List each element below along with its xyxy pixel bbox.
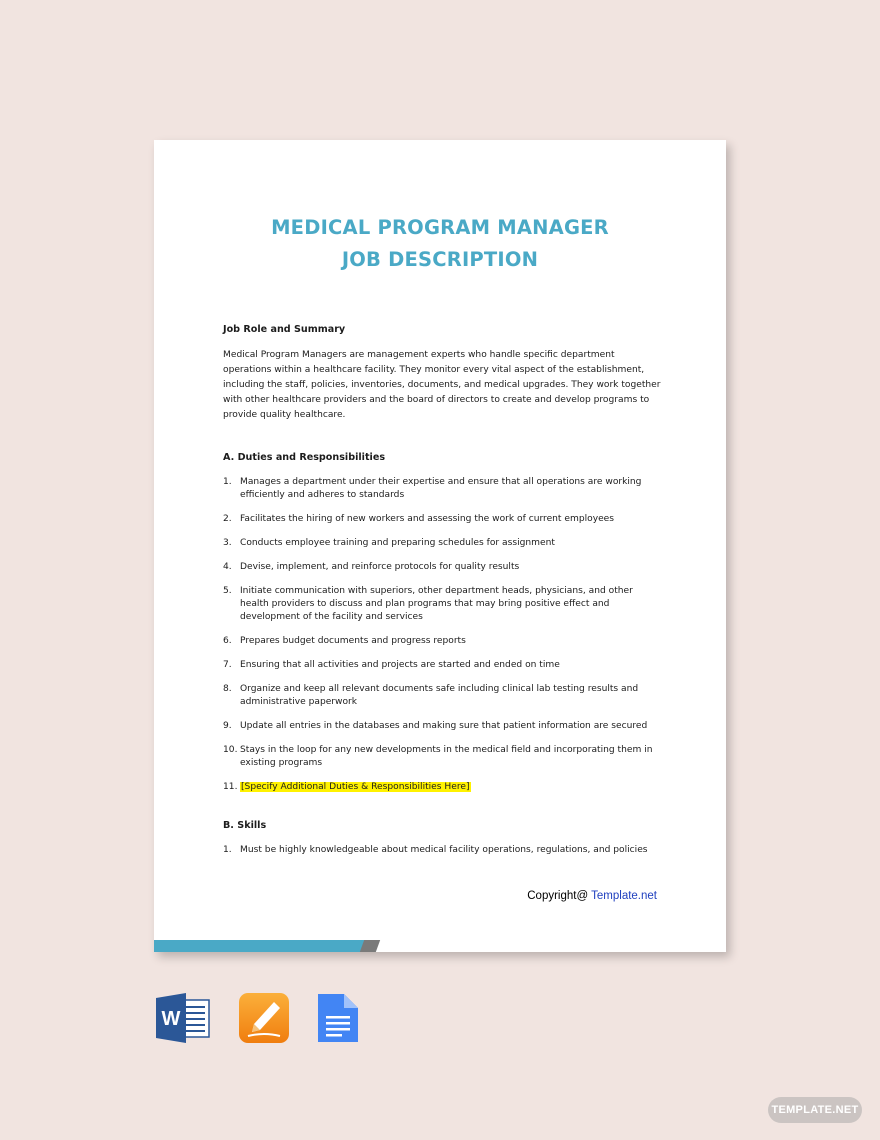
google-docs-icon[interactable] [316, 992, 360, 1044]
footer-accent-slant [360, 940, 380, 952]
word-icon[interactable] [156, 992, 212, 1044]
list-item-number: 8. [223, 684, 232, 694]
list-item-text: Prepares budget documents and progress reports [240, 636, 466, 646]
list-item [223, 476, 663, 502]
copyright-notice [527, 890, 657, 902]
footer-accent-bar [154, 940, 368, 952]
list-item-number: 4. [223, 562, 232, 572]
document-title-line2: JOB DESCRIPTION [341, 248, 539, 271]
list-item [223, 781, 663, 794]
list-item [223, 744, 663, 770]
list-item [223, 561, 663, 574]
document-page [154, 140, 726, 952]
list-item-number: 3. [223, 538, 232, 548]
list-item-text-wrap [240, 781, 663, 794]
list-item-number: 1. [223, 845, 232, 855]
list-item-number: 7. [223, 660, 232, 670]
list-item [223, 844, 663, 857]
list-item-number: 2. [223, 514, 232, 524]
skills-heading: B. Skills [223, 820, 267, 831]
list-item-text: Facilitates the hiring of new workers and assessing the work of current employees [240, 514, 615, 524]
list-item-text: Initiate communication with superiors, other department heads, physicians, and other health providers to discuss and plan programs that may bring positive effect and development of the facility and services [240, 586, 633, 622]
list-item-text: Conducts employee training and preparing schedules for assignment [240, 538, 555, 548]
placeholder-highlight: [Specify Additional Duties & Responsibilities Here] [241, 782, 470, 792]
list-item-text: Update all entries in the databases and making sure that patient information are secured [240, 721, 648, 731]
duties-heading: A. Duties and Responsibilities [223, 452, 386, 463]
list-item [223, 513, 663, 526]
pages-icon[interactable] [238, 992, 290, 1044]
list-item [223, 683, 663, 709]
word-letter: W [161, 1008, 181, 1030]
list-item-text: Devise, implement, and reinforce protocols for quality results [240, 562, 520, 572]
copyright-link[interactable]: Template.net [591, 890, 657, 902]
document-title-line1: MEDICAL PROGRAM MANAGER [271, 216, 609, 239]
copyright-prefix: Copyright@ [527, 890, 592, 902]
list-item-number: 9. [223, 721, 232, 731]
list-item-number: 6. [223, 636, 232, 646]
list-item-number: 10. [223, 745, 238, 755]
list-item-text: Organize and keep all relevant documents safe including clinical lab testing results and administrative paperwork [240, 684, 639, 707]
document-body [223, 322, 663, 868]
list-item-text: Manages a department under their expertise and ensure that all operations are working efficiently and adheres to standards [240, 477, 642, 500]
list-item-text: Ensuring that all activities and projects are started and ended on time [240, 660, 560, 670]
list-item [223, 537, 663, 550]
list-item-number: 5. [223, 586, 232, 596]
list-item-number: 11. [223, 782, 238, 792]
skills-list [223, 844, 663, 857]
list-item-text: Must be highly knowledgeable about medical facility operations, regulations, and policies [240, 845, 648, 855]
list-item-number: 1. [223, 477, 232, 487]
list-item-text: Stays in the loop for any new developments in the medical field and incorporating them in existing programs [240, 745, 653, 768]
duties-list [223, 476, 663, 794]
list-item [223, 635, 663, 648]
list-item [223, 720, 663, 733]
summary-paragraph: Medical Program Managers are management experts who handle specific department operations within a healthcare facility. They monitor every vital aspect of the establishment, including the staff, policies, inventories, documents, and medical upgrades. They work together with other healthcare providers and the board of directors to create and develop programs to provide quality healthcare. [223, 350, 661, 420]
list-item [223, 585, 663, 624]
template-net-badge[interactable]: TEMPLATE.NET [768, 1097, 862, 1123]
list-item [223, 659, 663, 672]
summary-heading: Job Role and Summary [223, 324, 346, 335]
